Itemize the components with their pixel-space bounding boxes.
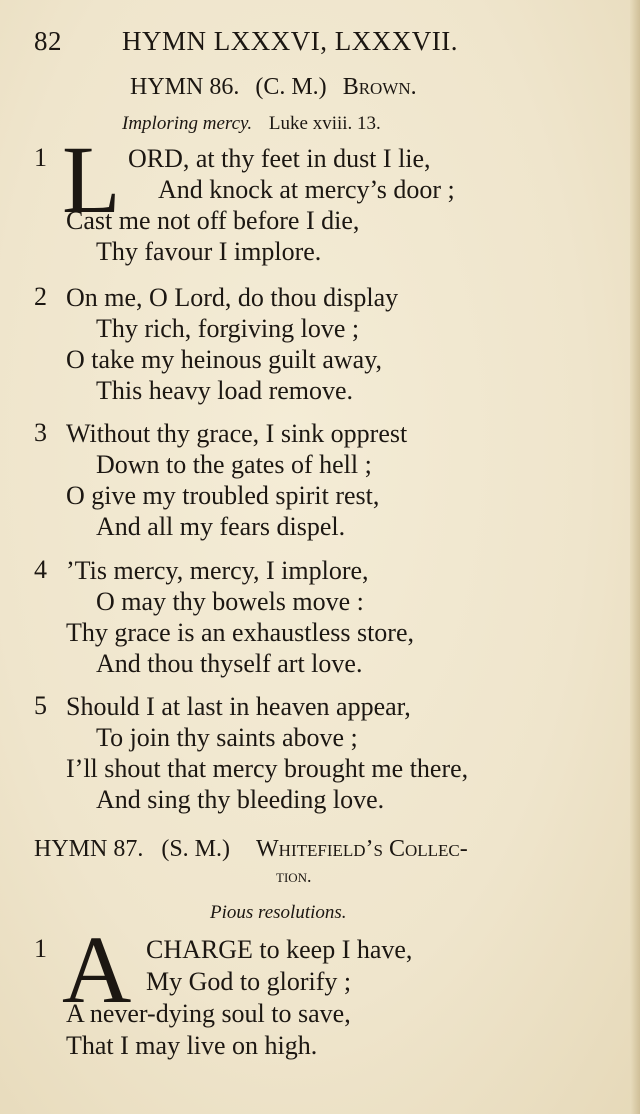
verse-line: Cast me not off before I die, (66, 206, 360, 235)
page-edge-shadow (630, 0, 640, 1114)
hymn-87-meter: (S. M.) (161, 836, 231, 862)
hymn-86-title: HYMN 86. (130, 74, 240, 100)
hymn-86-heading (130, 74, 417, 101)
drop-cap-a: A (62, 916, 132, 1023)
running-title: HYMN LXXXVI, LXXXVII. (122, 26, 458, 56)
page-number: 82 (34, 26, 62, 56)
verse-number: 1 (34, 934, 47, 963)
drop-cap-l: L (62, 126, 121, 233)
verse-line: A never-dying soul to save, (66, 999, 351, 1028)
verse-line: Down to the gates of hell ; (96, 450, 372, 479)
verse-line: I’ll shout that mercy brought me there, (66, 754, 469, 783)
hymn-87-heading (34, 836, 468, 863)
hymn-86-subject-line (122, 113, 381, 135)
verse-line: CHARGE to keep I have, (146, 935, 413, 964)
verse-line: My God to glorify ; (146, 967, 352, 996)
hymn-86-tune: Brown. (342, 74, 417, 100)
verse-line: Should I at last in heaven appear, (66, 692, 411, 721)
verse-line: O may thy bowels move : (96, 587, 364, 616)
verse-line: And sing thy bleeding love. (96, 785, 385, 814)
verse-number: 1 (34, 143, 47, 172)
hymn-86-subject: Imploring mercy. (122, 113, 253, 134)
verse-line: This heavy load remove. (96, 376, 354, 405)
hymn-87-title: HYMN 87. (34, 836, 144, 862)
verse-line: And thou thyself art love. (96, 649, 363, 678)
verse-line: And all my fears dispel. (96, 512, 346, 541)
verse-number: 5 (34, 691, 47, 720)
verse-line: ’Tis mercy, mercy, I implore, (66, 556, 369, 585)
hymn-87-tune-continued: tion. (276, 866, 312, 886)
verse-line: And knock at mercy’s door ; (158, 175, 455, 204)
hymn-87-subject: Pious resolutions. (210, 902, 347, 923)
hymn-87-tune: Whitefield’s Collec- (256, 836, 468, 862)
verse-number: 2 (34, 282, 47, 311)
verse-line: On me, O Lord, do thou display (66, 283, 399, 312)
verse-line: Thy favour I implore. (96, 237, 322, 266)
verse-number: 3 (34, 418, 47, 447)
verse-number: 4 (34, 555, 47, 584)
verse-line: O give my troubled spirit rest, (66, 481, 380, 510)
verse-line: Thy rich, forgiving love ; (96, 314, 360, 343)
hymn-87-subject-line (210, 902, 347, 924)
verse-line: Without thy grace, I sink opprest (66, 419, 408, 448)
hymn-86-meter: (C. M.) (255, 74, 327, 100)
verse-line: O take my heinous guilt away, (66, 345, 383, 374)
verse-line: To join thy saints above ; (96, 723, 358, 752)
hymn-86-reference: Luke xviii. 13. (268, 113, 381, 134)
verse-line: Thy grace is an exhaustless store, (66, 618, 415, 647)
verse-line: ORD, at thy feet in dust I lie, (128, 144, 431, 173)
verse-line: That I may live on high. (66, 1031, 318, 1060)
